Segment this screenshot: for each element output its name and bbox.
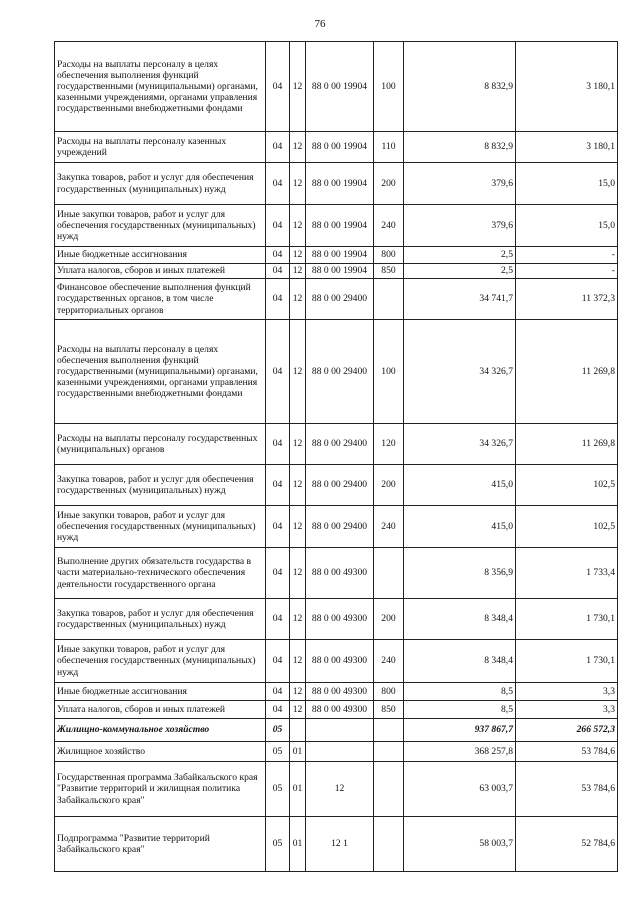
table-cell-target-article: 88 0 00 29400 — [306, 279, 374, 320]
table-cell-expense-type — [374, 742, 404, 762]
table-cell-subsection: 12 — [290, 264, 306, 279]
table-cell-section: 05 — [266, 742, 290, 762]
table-cell-target-article: 88 0 00 19904 — [306, 42, 374, 132]
table-cell-expense-type: 240 — [374, 205, 404, 247]
table-cell-amount-actual: - — [516, 247, 618, 264]
table-cell-target-article: 88 0 00 19904 — [306, 264, 374, 279]
table-cell-name: Расходы на выплаты персоналу казенных учреждений — [55, 132, 266, 163]
table-cell-section: 04 — [266, 264, 290, 279]
table-cell-subsection: 12 — [290, 701, 306, 719]
table-cell-section: 04 — [266, 205, 290, 247]
table-cell-expense-type: 100 — [374, 42, 404, 132]
table-cell-subsection: 12 — [290, 640, 306, 683]
table-cell-subsection: 12 — [290, 683, 306, 701]
table-cell-amount-plan: 8 348,4 — [404, 599, 516, 640]
table-cell-amount-actual: 11 269,8 — [516, 424, 618, 465]
table-cell-section: 04 — [266, 465, 290, 506]
table-cell-expense-type: 200 — [374, 465, 404, 506]
table-cell-subsection: 12 — [290, 279, 306, 320]
table-cell-name: Закупка товаров, работ и услуг для обеспечения государственных (муниципальных) нужд — [55, 599, 266, 640]
table-cell-section: 04 — [266, 683, 290, 701]
table-cell-expense-type: 800 — [374, 247, 404, 264]
table-cell-expense-type: 850 — [374, 264, 404, 279]
table-cell-name: Жилищное хозяйство — [55, 742, 266, 762]
table-row — [55, 742, 618, 762]
table-cell-expense-type — [374, 548, 404, 599]
table-cell-name: Расходы на выплаты персоналу в целях обеспечения выполнения функций государственными (муниципальными) органами, казенными учреждениями, органами управления государственными внебюджетными фондами — [55, 320, 266, 424]
table-cell-subsection: 12 — [290, 42, 306, 132]
table-cell-amount-plan: 2,5 — [404, 264, 516, 279]
table-cell-section: 04 — [266, 247, 290, 264]
table-cell-expense-type — [374, 719, 404, 742]
budget-table — [54, 41, 618, 872]
table-cell-subsection — [290, 719, 306, 742]
table-row — [55, 264, 618, 279]
table-cell-expense-type: 850 — [374, 701, 404, 719]
table-cell-expense-type — [374, 817, 404, 872]
table-cell-name: Иные закупки товаров, работ и услуг для обеспечения государственных (муниципальных) нужд — [55, 205, 266, 247]
table-cell-subsection: 12 — [290, 548, 306, 599]
table-cell-section: 04 — [266, 640, 290, 683]
table-cell-amount-plan: 368 257,8 — [404, 742, 516, 762]
table-cell-name: Иные бюджетные ассигнования — [55, 683, 266, 701]
table-cell-amount-plan: 415,0 — [404, 506, 516, 548]
table-cell-expense-type — [374, 762, 404, 817]
table-cell-amount-plan: 379,6 — [404, 163, 516, 205]
table-row — [55, 163, 618, 205]
table-cell-section: 04 — [266, 599, 290, 640]
table-cell-target-article: 12 — [306, 762, 374, 817]
table-cell-name: Иные закупки товаров, работ и услуг для обеспечения государственных (муниципальных) нужд — [55, 506, 266, 548]
table-cell-amount-actual: 11 372,3 — [516, 279, 618, 320]
table-cell-expense-type: 200 — [374, 599, 404, 640]
table-cell-subsection: 12 — [290, 424, 306, 465]
table-row — [55, 279, 618, 320]
table-row — [55, 465, 618, 506]
table-cell-target-article: 88 0 00 49300 — [306, 548, 374, 599]
table-cell-amount-actual: 266 572,3 — [516, 719, 618, 742]
table-cell-amount-actual: 53 784,6 — [516, 762, 618, 817]
table-cell-amount-actual: 52 784,6 — [516, 817, 618, 872]
table-cell-section: 04 — [266, 548, 290, 599]
table-cell-name: Закупка товаров, работ и услуг для обеспечения государственных (муниципальных) нужд — [55, 163, 266, 205]
table-cell-expense-type: 800 — [374, 683, 404, 701]
table-cell-amount-actual: 3 180,1 — [516, 42, 618, 132]
table-cell-section: 05 — [266, 817, 290, 872]
table-cell-amount-plan: 8 356,9 — [404, 548, 516, 599]
table-cell-name: Жилищно-коммунальное хозяйство — [55, 719, 266, 742]
table-cell-subsection: 12 — [290, 132, 306, 163]
table-row — [55, 683, 618, 701]
table-cell-target-article: 88 0 00 29400 — [306, 506, 374, 548]
table-row — [55, 506, 618, 548]
table-cell-amount-actual: 3 180,1 — [516, 132, 618, 163]
table-row — [55, 719, 618, 742]
page-number: 76 — [314, 18, 326, 30]
table-cell-target-article: 88 0 00 49300 — [306, 683, 374, 701]
table-cell-amount-plan: 937 867,7 — [404, 719, 516, 742]
table-row — [55, 247, 618, 264]
table-cell-amount-plan: 34 326,7 — [404, 424, 516, 465]
table-cell-section: 04 — [266, 424, 290, 465]
table-row — [55, 548, 618, 599]
table-cell-amount-plan: 63 003,7 — [404, 762, 516, 817]
table-row — [55, 817, 618, 872]
table-cell-target-article — [306, 719, 374, 742]
table-cell-subsection: 12 — [290, 465, 306, 506]
table-cell-name: Уплата налогов, сборов и иных платежей — [55, 701, 266, 719]
table-cell-amount-plan: 34 741,7 — [404, 279, 516, 320]
table-cell-expense-type: 110 — [374, 132, 404, 163]
table-cell-subsection: 12 — [290, 506, 306, 548]
table-cell-amount-plan: 379,6 — [404, 205, 516, 247]
table-row — [55, 762, 618, 817]
table-cell-name: Выполнение других обязательств государства в части материально-технического обеспечения деятельности государственного органа — [55, 548, 266, 599]
table-cell-amount-actual: - — [516, 264, 618, 279]
table-row — [55, 599, 618, 640]
table-cell-target-article: 88 0 00 49300 — [306, 640, 374, 683]
table-cell-amount-actual: 15,0 — [516, 205, 618, 247]
table-cell-section: 05 — [266, 762, 290, 817]
table-row — [55, 205, 618, 247]
table-row — [55, 132, 618, 163]
table-cell-subsection: 01 — [290, 817, 306, 872]
table-cell-amount-actual: 102,5 — [516, 465, 618, 506]
table-cell-section: 04 — [266, 279, 290, 320]
table-cell-name: Подпрограмма "Развитие территорий Забайкальского края" — [55, 817, 266, 872]
table-row — [55, 701, 618, 719]
table-cell-amount-actual: 102,5 — [516, 506, 618, 548]
table-cell-amount-actual: 1 733,4 — [516, 548, 618, 599]
table-cell-name: Финансовое обеспечение выполнения функций государственных органов, в том числе территориальных органов — [55, 279, 266, 320]
table-cell-target-article: 88 0 00 19904 — [306, 247, 374, 264]
table-cell-section: 04 — [266, 701, 290, 719]
table-cell-subsection: 01 — [290, 742, 306, 762]
table-cell-name: Государственная программа Забайкальского края "Развитие территорий и жилищная политика Забайкальского края" — [55, 762, 266, 817]
table-cell-subsection: 12 — [290, 205, 306, 247]
table-cell-amount-plan: 2,5 — [404, 247, 516, 264]
table-cell-amount-plan: 8,5 — [404, 683, 516, 701]
table-cell-name: Закупка товаров, работ и услуг для обеспечения государственных (муниципальных) нужд — [55, 465, 266, 506]
table-cell-section: 04 — [266, 506, 290, 548]
table-cell-section: 04 — [266, 132, 290, 163]
table-cell-name: Иные закупки товаров, работ и услуг для обеспечения государственных (муниципальных) нужд — [55, 640, 266, 683]
table-row — [55, 42, 618, 132]
table-cell-section: 04 — [266, 163, 290, 205]
table-cell-amount-actual: 3,3 — [516, 701, 618, 719]
table-cell-amount-actual: 15,0 — [516, 163, 618, 205]
table-row — [55, 424, 618, 465]
table-cell-name: Расходы на выплаты персоналу государственных (муниципальных) органов — [55, 424, 266, 465]
table-cell-amount-actual: 1 730,1 — [516, 599, 618, 640]
table-cell-name: Расходы на выплаты персоналу в целях обеспечения выполнения функций государственными (муниципальными) органами, казенными учреждениями, органами управления государственными внебюджетными фондами — [55, 42, 266, 132]
table-cell-section: 05 — [266, 719, 290, 742]
table-cell-amount-plan: 8,5 — [404, 701, 516, 719]
table-cell-name: Иные бюджетные ассигнования — [55, 247, 266, 264]
table-cell-amount-actual: 11 269,8 — [516, 320, 618, 424]
table-cell-expense-type: 200 — [374, 163, 404, 205]
table-cell-target-article: 88 0 00 29400 — [306, 424, 374, 465]
table-cell-target-article: 88 0 00 29400 — [306, 320, 374, 424]
table-cell-subsection: 01 — [290, 762, 306, 817]
table-cell-expense-type: 240 — [374, 506, 404, 548]
table-cell-amount-plan: 8 348,4 — [404, 640, 516, 683]
table-cell-subsection: 12 — [290, 163, 306, 205]
table-cell-section: 04 — [266, 42, 290, 132]
table-cell-subsection: 12 — [290, 320, 306, 424]
table-cell-target-article: 88 0 00 19904 — [306, 205, 374, 247]
table-cell-target-article: 88 0 00 29400 — [306, 465, 374, 506]
table-row — [55, 320, 618, 424]
table-cell-target-article: 88 0 00 49300 — [306, 701, 374, 719]
table-cell-section: 04 — [266, 320, 290, 424]
table-cell-amount-actual: 1 730,1 — [516, 640, 618, 683]
table-cell-target-article — [306, 742, 374, 762]
table-cell-expense-type — [374, 279, 404, 320]
table-cell-target-article: 12 1 — [306, 817, 374, 872]
table-cell-amount-plan: 34 326,7 — [404, 320, 516, 424]
table-cell-expense-type: 100 — [374, 320, 404, 424]
table-cell-amount-actual: 53 784,6 — [516, 742, 618, 762]
table-cell-amount-plan: 8 832,9 — [404, 42, 516, 132]
table-cell-target-article: 88 0 00 19904 — [306, 132, 374, 163]
table-cell-amount-plan: 415,0 — [404, 465, 516, 506]
table-cell-amount-plan: 8 832,9 — [404, 132, 516, 163]
table-cell-amount-plan: 58 003,7 — [404, 817, 516, 872]
table-cell-subsection: 12 — [290, 247, 306, 264]
table-cell-target-article: 88 0 00 49300 — [306, 599, 374, 640]
table-cell-amount-actual: 3,3 — [516, 683, 618, 701]
table-cell-expense-type: 120 — [374, 424, 404, 465]
table-row — [55, 640, 618, 683]
table-cell-name: Уплата налогов, сборов и иных платежей — [55, 264, 266, 279]
table-cell-expense-type: 240 — [374, 640, 404, 683]
table-cell-subsection: 12 — [290, 599, 306, 640]
table-cell-target-article: 88 0 00 19904 — [306, 163, 374, 205]
